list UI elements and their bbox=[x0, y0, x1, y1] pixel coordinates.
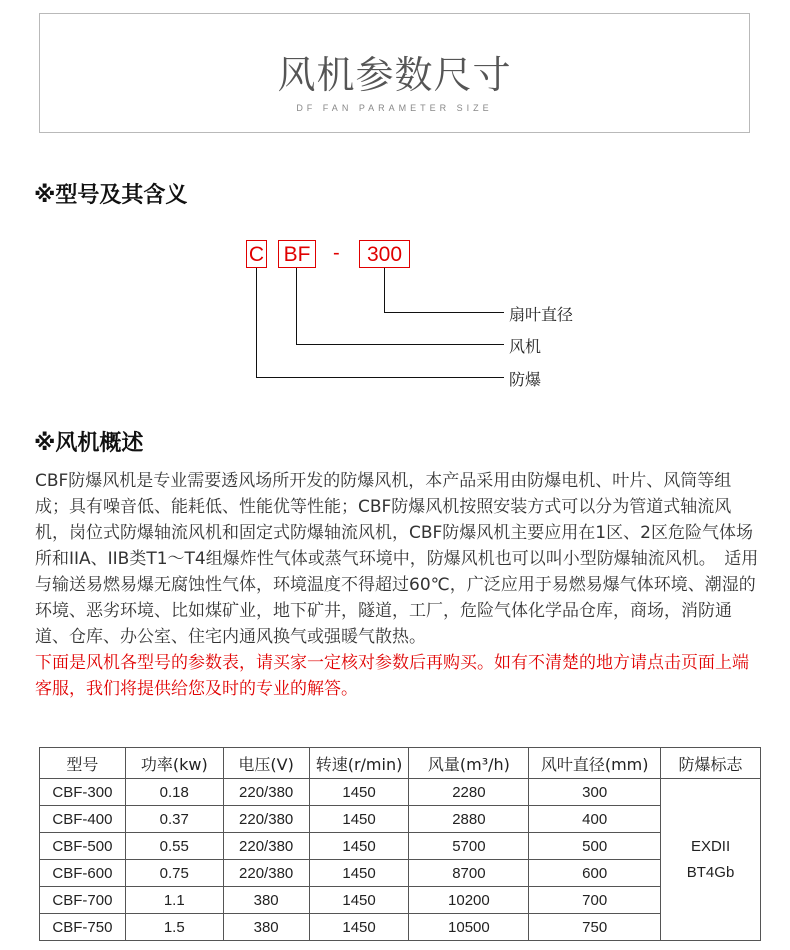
connector-explosion-horizontal bbox=[256, 377, 504, 378]
cell-speed: 1450 bbox=[309, 779, 409, 806]
code-part-300: 300 bbox=[359, 240, 410, 268]
connector-diameter-vertical bbox=[384, 268, 385, 313]
cell-voltage: 220/380 bbox=[223, 833, 309, 860]
header-power: 功率(kw) bbox=[125, 748, 223, 779]
code-part-bf: BF bbox=[278, 240, 316, 268]
table-row bbox=[40, 779, 761, 806]
table-row bbox=[40, 806, 761, 833]
cell-voltage: 220/380 bbox=[223, 860, 309, 887]
code-part-dash: - bbox=[333, 242, 340, 264]
overview-section-title: ※风机概述 bbox=[34, 431, 144, 456]
cell-power: 0.18 bbox=[125, 779, 223, 806]
table-header-row bbox=[40, 748, 761, 779]
overview-paragraph: CBF防爆风机是专业需要透风场所开发的防爆风机，本产品采用由防爆电机、叶片、风筒等组成；具有噪音低、能耗低、性能优等性能；CBF防爆风机按照安装方式可以分为管道式轴流风机，岗位式防爆轴流风机和固定式防爆轴流风机，CBF防爆风机主要应用在1区、2区危险气体场所和IIA、IIB类T1～T4组爆炸性气体或蒸气环境中，防爆风机也可以叫小型防爆轴流风机。 适用与输送易燃易爆无腐蚀性气体，环境温度不得超过60℃，广泛应用于易燃易爆气体环境、潮湿的环境、恶劣环境、比如煤矿业，地下矿井，隧道，工厂，危险气体化学品仓库，商场，消防通道、仓库、办公室、住宅内通风换气或强暖气散热。 bbox=[35, 471, 759, 647]
parameter-table bbox=[39, 747, 761, 941]
cell-power: 0.55 bbox=[125, 833, 223, 860]
header-voltage: 电压(V) bbox=[223, 748, 309, 779]
connector-fan-vertical bbox=[296, 268, 297, 345]
cell-power: 0.75 bbox=[125, 860, 223, 887]
cell-speed: 1450 bbox=[309, 887, 409, 914]
overview-text bbox=[35, 468, 765, 702]
cell-model: CBF-600 bbox=[40, 860, 126, 887]
cell-explosion-mark bbox=[661, 779, 761, 941]
code-part-c: C bbox=[246, 240, 267, 268]
header-model: 型号 bbox=[40, 748, 126, 779]
cell-speed: 1450 bbox=[309, 914, 409, 941]
connector-diameter-horizontal bbox=[384, 312, 504, 313]
cell-blade-diameter: 300 bbox=[529, 779, 661, 806]
header-banner bbox=[39, 13, 750, 133]
cell-speed: 1450 bbox=[309, 833, 409, 860]
cell-model: CBF-300 bbox=[40, 779, 126, 806]
explosion-mark-line2: BT4Gb bbox=[686, 863, 735, 881]
cell-speed: 1450 bbox=[309, 806, 409, 833]
cell-power: 0.37 bbox=[125, 806, 223, 833]
table-row bbox=[40, 860, 761, 887]
cell-blade-diameter: 400 bbox=[529, 806, 661, 833]
cell-power: 1.5 bbox=[125, 914, 223, 941]
cell-airflow: 10500 bbox=[409, 914, 529, 941]
cell-airflow: 2880 bbox=[409, 806, 529, 833]
label-fan: 风机 bbox=[509, 337, 542, 356]
cell-power: 1.1 bbox=[125, 887, 223, 914]
cell-blade-diameter: 600 bbox=[529, 860, 661, 887]
purchase-notice: 下面是风机各型号的参数表，请买家一定核对参数后再购买。如有不清楚的地方请点击页面上端客服，我们将提供给您及时的专业的解答。 bbox=[35, 653, 749, 699]
connector-explosion-vertical bbox=[256, 268, 257, 378]
header-speed: 转速(r/min) bbox=[309, 748, 409, 779]
connector-fan-horizontal bbox=[296, 344, 504, 345]
table-row bbox=[40, 833, 761, 860]
explosion-mark-line1: EXDII bbox=[690, 837, 731, 855]
cell-model: CBF-700 bbox=[40, 887, 126, 914]
cell-airflow: 2280 bbox=[409, 779, 529, 806]
table-row bbox=[40, 887, 761, 914]
cell-voltage: 380 bbox=[223, 914, 309, 941]
cell-voltage: 220/380 bbox=[223, 806, 309, 833]
cell-voltage: 220/380 bbox=[223, 779, 309, 806]
cell-voltage: 380 bbox=[223, 887, 309, 914]
cell-model: CBF-750 bbox=[40, 914, 126, 941]
page-subtitle: DF FAN PARAMETER SIZE bbox=[296, 103, 493, 113]
cell-airflow: 5700 bbox=[409, 833, 529, 860]
cell-blade-diameter: 500 bbox=[529, 833, 661, 860]
cell-blade-diameter: 750 bbox=[529, 914, 661, 941]
model-section-title: ※型号及其含义 bbox=[34, 183, 188, 208]
label-explosion-proof: 防爆 bbox=[509, 370, 542, 389]
header-explosion-mark: 防爆标志 bbox=[661, 748, 761, 779]
cell-speed: 1450 bbox=[309, 860, 409, 887]
label-blade-diameter: 扇叶直径 bbox=[509, 305, 574, 324]
cell-airflow: 10200 bbox=[409, 887, 529, 914]
table-row bbox=[40, 914, 761, 941]
header-blade-diameter: 风叶直径(mm) bbox=[529, 748, 661, 779]
page-title: 风机参数尺寸 bbox=[277, 53, 512, 97]
cell-airflow: 8700 bbox=[409, 860, 529, 887]
header-airflow: 风量(m³/h) bbox=[409, 748, 529, 779]
cell-model: CBF-400 bbox=[40, 806, 126, 833]
cell-blade-diameter: 700 bbox=[529, 887, 661, 914]
cell-model: CBF-500 bbox=[40, 833, 126, 860]
